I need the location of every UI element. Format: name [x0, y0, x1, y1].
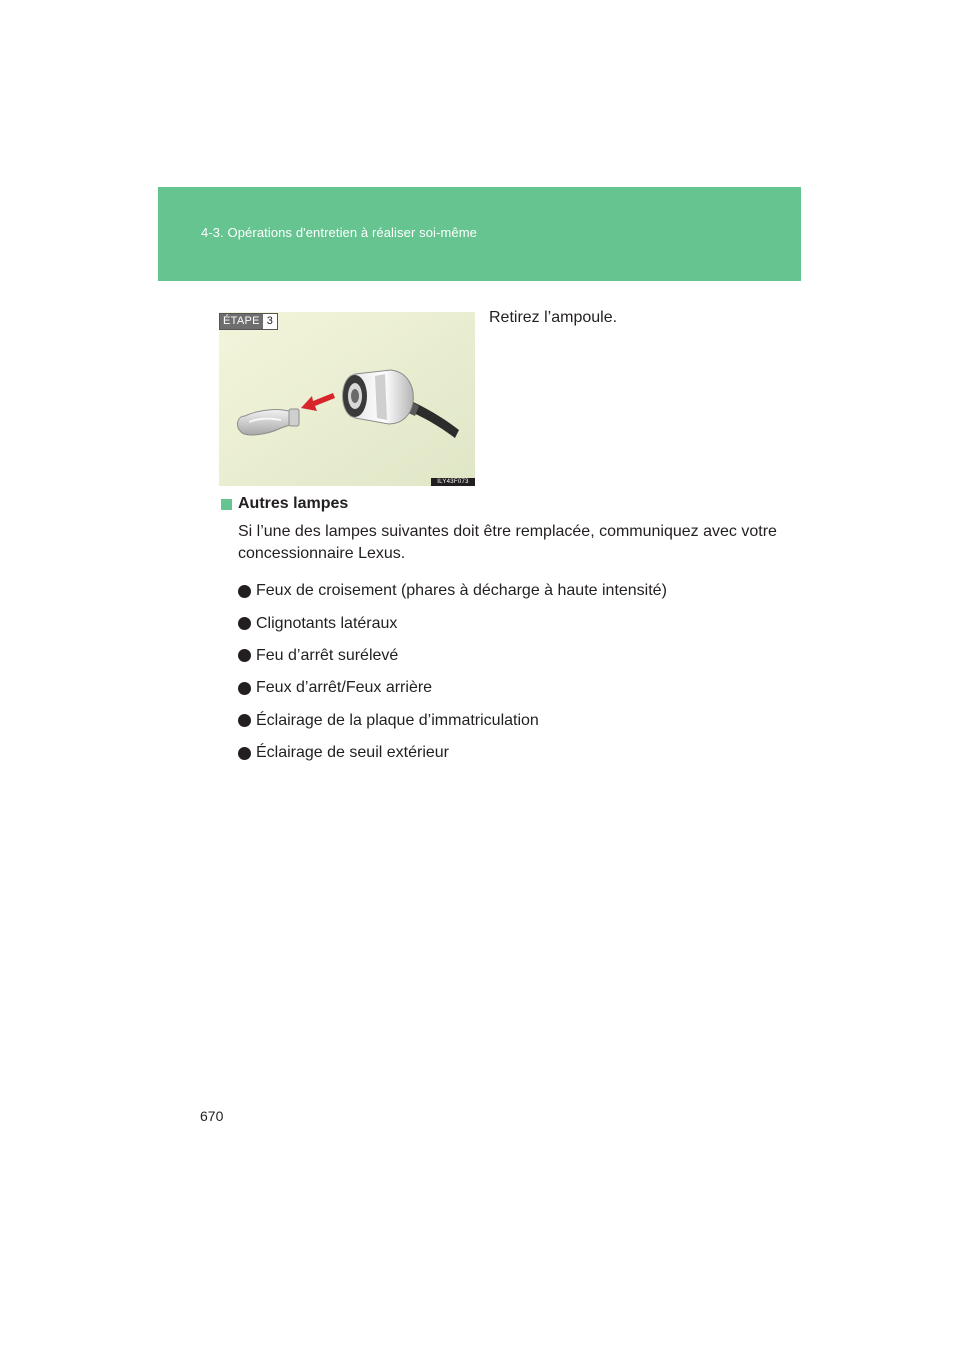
- list-item-text: Éclairage de la plaque d’immatriculation: [256, 711, 539, 729]
- bullet-dot-icon: [238, 747, 251, 760]
- bullet-dot-icon: [238, 682, 251, 695]
- chapter-header-band: [158, 187, 801, 281]
- list-item: [238, 737, 667, 769]
- list-item-text: Clignotants latéraux: [256, 614, 398, 632]
- list-item: [238, 607, 667, 639]
- list-item-text: Feu d’arrêt surélevé: [256, 646, 399, 664]
- lamp-list: [238, 575, 667, 769]
- bullet-dot-icon: [238, 714, 251, 727]
- page-number: 670: [200, 1108, 224, 1124]
- list-item: [238, 672, 667, 704]
- list-item: [238, 705, 667, 737]
- step-number: 3: [266, 315, 273, 327]
- list-item: [238, 575, 667, 607]
- bullet-dot-icon: [238, 585, 251, 598]
- bulb-removal-illustration: [219, 312, 475, 486]
- step-badge: [219, 313, 278, 330]
- step-instruction: Retirez l’ampoule.: [489, 309, 618, 326]
- subsection-title: Autres lampes: [238, 495, 349, 512]
- subsection-paragraph: Si l’une des lampes suivantes doit être remplacée, communiquez avec votre concessionnaire Lexus.: [238, 523, 777, 562]
- figure-code: ILY43F073: [431, 478, 475, 486]
- list-item-text: Feux d’arrêt/Feux arrière: [256, 679, 433, 697]
- subsection-heading: [221, 495, 348, 513]
- list-item-text: Feux de croisement (phares à décharge à haute intensité): [256, 582, 667, 600]
- step-label: ÉTAPE: [220, 314, 263, 329]
- bullet-dot-icon: [238, 617, 251, 630]
- bullet-dot-icon: [238, 649, 251, 662]
- square-bullet-icon: [221, 499, 232, 510]
- list-item-text: Éclairage de seuil extérieur: [256, 744, 449, 762]
- list-item: [238, 640, 667, 672]
- section-title: 4-3. Opérations d'entretien à réaliser soi-même: [201, 225, 477, 240]
